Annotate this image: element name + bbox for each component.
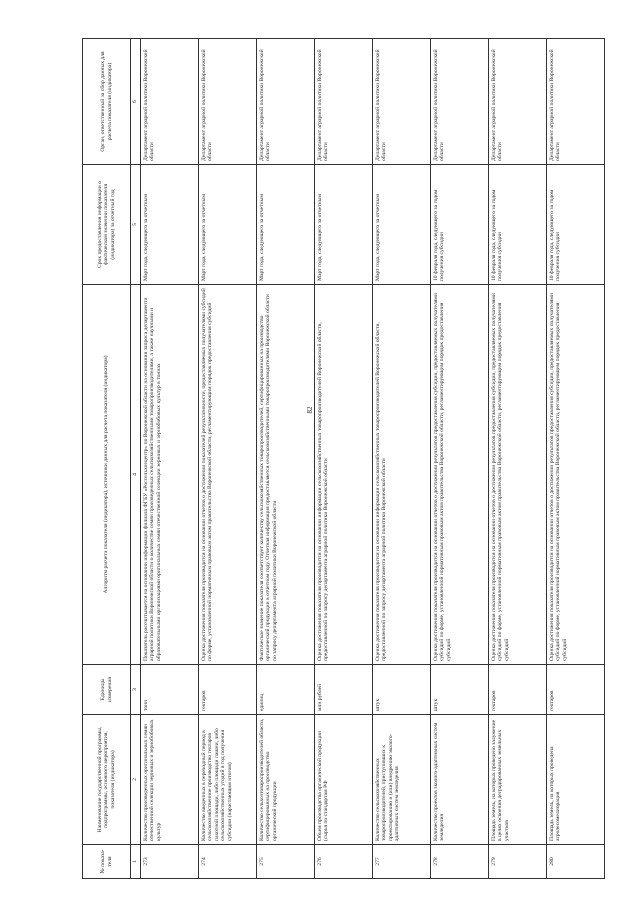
table-row [488,39,546,879]
indicator-number: 276 [314,845,372,879]
header-number: № показа-теля [83,845,131,879]
indicator-algorithm: Оценка достижения показателя производится на основании отчетов о достижении результатов предоставления субсидии, предоставляемых получателями субсидий по форме, установленной нормативным правовым актом правительства Воронежской области, регламентирующим порядок предоставления субсидий [488,285,546,665]
indicator-unit: гектаров [488,665,546,715]
column-number: 2 [131,715,141,845]
indicator-unit: штук [372,665,430,715]
indicator-name: Объем производства органической продукции (сырья по стандартам РФ [314,715,372,845]
indicator-number: 273 [140,845,198,879]
indicator-number: 280 [546,845,604,879]
indicator-organ: Департамент аграрной политики Воронежской области [256,39,314,165]
indicators-table [82,38,605,879]
indicator-name: Количество сельскохозяйственных товаропроизводителей, приступивших к проектированию и (или) внедрению эколого-адаптивных систем земледелия [372,715,430,845]
header-name: Наименование государственной программы, подпрограммы, основного мероприятия, показателя (индикатора) [83,715,131,845]
column-number: 6 [131,39,141,165]
header-term: Срок предоставления информации о фактическом значении показателя (индикатора) за отчетный год [83,165,131,285]
indicator-organ: Департамент аграрной политики Воронежской области [430,39,488,165]
table-row [430,39,488,879]
indicator-organ: Департамент аграрной политики Воронежской области [546,39,604,165]
indicator-unit: гектаров [546,665,604,715]
indicator-number: 277 [372,845,430,879]
indicator-organ: Департамент аграрной политики Воронежской области [372,39,430,165]
column-number: 3 [131,665,141,715]
indicator-organ: Департамент аграрной политики Воронежской области [488,39,546,165]
indicator-unit: штук [430,665,488,715]
indicator-term: 10 февраля года, следующего за годом получения субсидии [488,165,546,285]
indicator-number: 279 [488,845,546,879]
indicator-term: Март года, следующего за отчетным [314,165,372,285]
indicator-name: Площадь земель, на которых проведено залужение в целях освоения деградированных земельных участков [488,715,546,845]
table-row [140,39,198,879]
column-number: 4 [131,285,141,665]
column-number: 1 [131,845,141,879]
indicator-name: Площадь земель, на которых проведена агролесомелиорация [546,715,604,845]
indicator-term: Март года, следующего за отчетным [198,165,256,285]
indicator-unit: единиц [256,665,314,715]
column-number: 5 [131,165,141,285]
indicator-term: Март года, следующего за отчетным [256,165,314,285]
indicator-algorithm: Фактическое значение показателя соответствует количеству сельскохозяйственных товаропроизводителей, сертифицированных на производство органической продукции в отчетном году. Отчетная информация предоставляется сельскохозяйственными товаропроизводителями Воронежской области по запросу департамента аграрной политики Воронежской области [256,285,314,665]
header-unit: Единицы измерения [83,665,131,715]
indicator-algorithm: Показатель рассчитывается на основании информации филиала ФГБУ «Россельхозцентр» по Воронежской области на основании запроса департамента аграрной политики Воронежской области о количестве семян произведенных сельскохозяйственными товаропроизводителями, а также научными и образовательными организациями оригинальных семян отечественной селекции зерновых и зернобобовых культур в тоннах [140,285,198,665]
indicator-number: 274 [198,845,256,879]
indicator-algorithm: Оценка достижения показателя производится на основании отчетов о достижении результатов предоставления субсидии, предоставляемых получателями субсидий по форме, установленной нормативным правовым актом правительства Воронежской области, регламентирующим порядок предоставления субсидий [546,285,604,665]
indicator-unit: тонн [140,665,198,715]
indicator-number: 278 [430,845,488,879]
indicator-term: Март года, следующего за отчетным [372,165,430,285]
header-organ: Орган, ответственный за сбор данных для расчета показателя (индикатора) [83,39,131,165]
indicator-term: 10 февраля года, следующего за годом получения субсидии [546,165,604,285]
header-algorithm: Алгоритм расчета показателя (индикатора), источники данных для расчета показателя (индикатора) [83,285,131,665]
column-numbers-row [131,39,141,879]
indicator-algorithm: Оценка достижения показателя производится на основании отчетов о достижении результатов предоставления субсидии, предоставляемых получателями субсидий по форме, установленной нормативным правовым актом правительства Воронежской области, регламентирующим порядок предоставления субсидий [430,285,488,665]
table-row [314,39,372,879]
page-number: 82 [306,406,314,414]
indicator-algorithm: Оценка достижения показателя производится на основании информации сельскохозяйственных товаропроизводителей Воронежской области, предоставленной по запросу департамента аграрной политики Воронежской области [314,285,372,665]
indicator-unit: млн рублей [314,665,372,715]
indicator-algorithm: Оценка достижения показателя производится на основании информации сельскохозяйственных товаропроизводителей Воронежской области, предоставленной по запросу департамента аграрной политики Воронежской области [372,285,430,665]
table-row [546,39,604,879]
indicator-term: Март года, следующего за отчетным [140,165,198,285]
indicator-organ: Департамент аграрной политики Воронежской области [198,39,256,165]
indicator-organ: Департамент аграрной политики Воронежской области [140,39,198,165]
indicator-number: 275 [256,845,314,879]
indicator-term: 10 февраля года, следующего за годом получения субсидии [430,165,488,285]
table-row [372,39,430,879]
table-row [198,39,256,879]
indicator-unit: гектаров [198,665,256,715]
header-row [83,39,131,879]
indicator-name: Количество сельхозтоваропроизводителей области, сертифицированных на производство органической продукции [256,715,314,845]
indicator-name: Количество проектов эколого-адаптивных систем земледелия [430,715,488,845]
indicator-organ: Департамент аграрной политики Воронежской области [314,39,372,165]
indicator-name: Количество произведенных оригинальных семян отечественной селекции зерновых и зернобобовых культур [140,715,198,845]
indicator-name: Количество введенных в переходный период в сельскохозяйственное производство гектаров пахотной площади, либо площади пашни, либо сельскохозяйственных угодий в год получения субсидии (нарастающим итогом) [198,715,256,845]
indicator-algorithm: Оценка достижения показателя производится на основании отчетов о достижении показателей результативности, предоставляемых получателями субсидий по форме, установленной нормативным правовым актом правительства Воронежской области, регламентирующим порядок предоставления субсидий [198,285,256,665]
table-row [256,39,314,879]
